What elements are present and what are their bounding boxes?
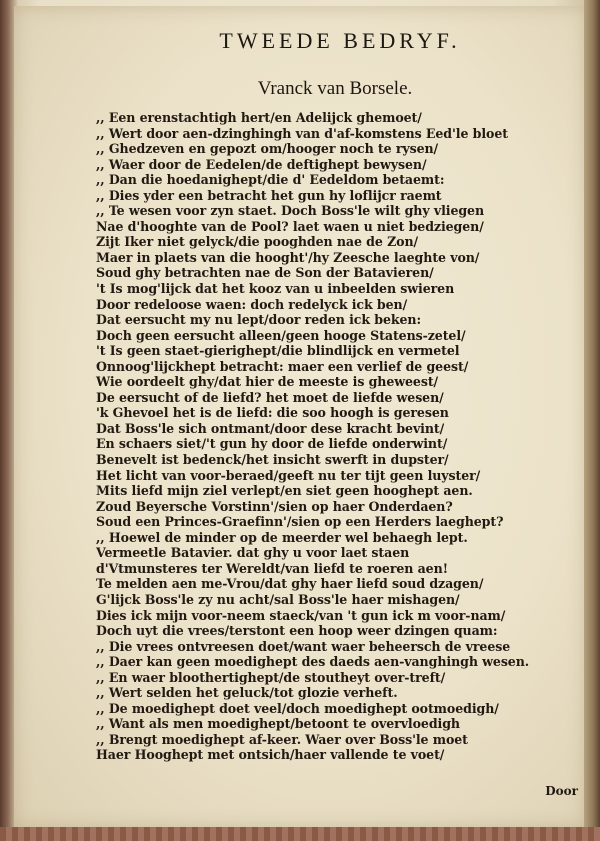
verse-line: ,, Brengt moedighept af-keer. Waer over Boss'le moet — [96, 731, 468, 747]
verse-line: ,, Wert door aen-dzinghingh van d'af-komstens Eed'le bloet — [96, 125, 508, 141]
verse-line: ,, Hoewel de minder op de meerder wel behaegh lept. — [96, 529, 468, 545]
verse-line: ,, Die vrees ontvreesen doet/want waer beheersch de vreese — [96, 638, 511, 654]
verse-line: Vermeetle Batavier. dat ghy u voor laet staen — [96, 545, 410, 561]
catchword: Door — [545, 784, 578, 798]
verse-line: Doch geen eersucht alleen/geen hooge Statens-zetel/ — [96, 327, 466, 343]
verse-line: Onnoog'lijckhept betracht: maer een verlief de geest/ — [96, 358, 469, 374]
binding-edge — [0, 827, 600, 841]
verse-line: G'lijck Boss'le zy nu acht/sal Boss'le haer mishagen/ — [96, 591, 460, 607]
verse-line: Dat eersucht my nu lept/door reden ick beken: — [96, 312, 422, 328]
verse-line: ,, De moedighept doet veel/doch moedighept ootmoedigh/ — [96, 700, 499, 716]
verse-text — [96, 110, 536, 763]
speaker-name: Vranck van Borsele. — [257, 78, 413, 99]
verse-line: ,, Dies yder een betracht het gun hy loflijcr raemt — [96, 187, 442, 203]
verse-line: Maer in plaets van die hooght'/hy Zeesche laeghte von/ — [96, 249, 480, 265]
verse-line: Soud een Princes-Graefinn'/sien op een Herders laeghept? — [96, 514, 504, 530]
verse-line: Zijt Iker niet gelyck/die pooghden nae de Zon/ — [96, 234, 419, 250]
verse-line: ,, Ghedzeven en gepozt om/hooger noch te rysen/ — [96, 141, 439, 157]
verse-line: 'k Ghevoel het is de liefd: die soo hoogh is geresen — [96, 405, 449, 421]
verse-line: ,, Een erenstachtigh hert/en Adelijck ghemoet/ — [96, 110, 422, 125]
running-head: TWEEDE BEDRYF. — [219, 28, 461, 53]
verse-line: Soud ghy betrachten nae de Son der Batavieren/ — [96, 265, 434, 281]
verse-line: d'Vtmunsteres ter Wereldt/van liefd te roeren aen! — [96, 560, 449, 576]
verse-line: Wie oordeelt ghy/dat hier de meeste is gheweest/ — [96, 374, 439, 390]
verse-line: 't Is mog'lijck dat het kooz van u inbeelden swieren — [96, 281, 455, 297]
verse-line: De eersucht of de liefd? het moet de liefde wesen/ — [96, 389, 444, 405]
verse-line: Mits liefd mijn ziel verlept/en siet geen hooghept aen. — [96, 483, 473, 499]
verse-line: ,, Daer kan geen moedighept des daeds aen-vanghingh wesen. — [96, 654, 530, 670]
verse-line: Haer Hooghept met ontsich/haer vallende te voet/ — [96, 747, 445, 763]
verse-line: Door redeloose waen: doch redelyck ick ben/ — [96, 296, 408, 312]
verse-line: ,, En waer bloothertighept/de stoutheyt over-treft/ — [96, 669, 446, 685]
verse-line: 't Is geen staet-gierighept/die blindlijck en vermetel — [96, 343, 460, 359]
verse-line: Dies ick mijn voor-neem staeck/van 't gun ick m voor-nam/ — [96, 607, 506, 623]
verse-line: Te melden aen me-Vrou/dat ghy haer liefd soud dzagen/ — [96, 576, 484, 592]
verse-line: Benevelt ist bedenck/het insicht swerft in dupster/ — [96, 452, 449, 468]
verse-line: Dat Boss'le sich ontmant/door dese kracht bevint/ — [96, 420, 445, 436]
verse-line: Nae d'hooghte van de Pool? laet waen u niet bedziegen/ — [96, 218, 484, 234]
verse-line: ,, Wert selden het geluck/tot glozie verheft. — [96, 685, 398, 701]
paper-sheet — [14, 6, 586, 828]
verse-line: Doch uyt die vrees/terstont een hoop weer dzingen quam: — [96, 623, 498, 639]
verse-line: Het licht van voor-beraed/geeft nu ter tijt geen luyster/ — [96, 467, 481, 483]
verse-line: En schaers siet/'t gun hy door de liefde onderwint/ — [96, 436, 448, 452]
verse-line: ,, Dan die hoedanighept/die d' Eedeldom betaemt: — [96, 172, 445, 188]
verse-line: ,, Te wesen voor zyn staet. Doch Boss'le wilt ghy vliegen — [96, 203, 485, 219]
page-edge — [584, 0, 600, 841]
verse-line: ,, Waer door de Eedelen/de deftighept bewysen/ — [96, 156, 427, 172]
verse-line: Zoud Beyersche Vorstinn'/sien op haer Onderdaen? — [96, 498, 453, 514]
verse-line: ,, Want als men moedighept/betoont te overvloedigh — [96, 716, 460, 732]
